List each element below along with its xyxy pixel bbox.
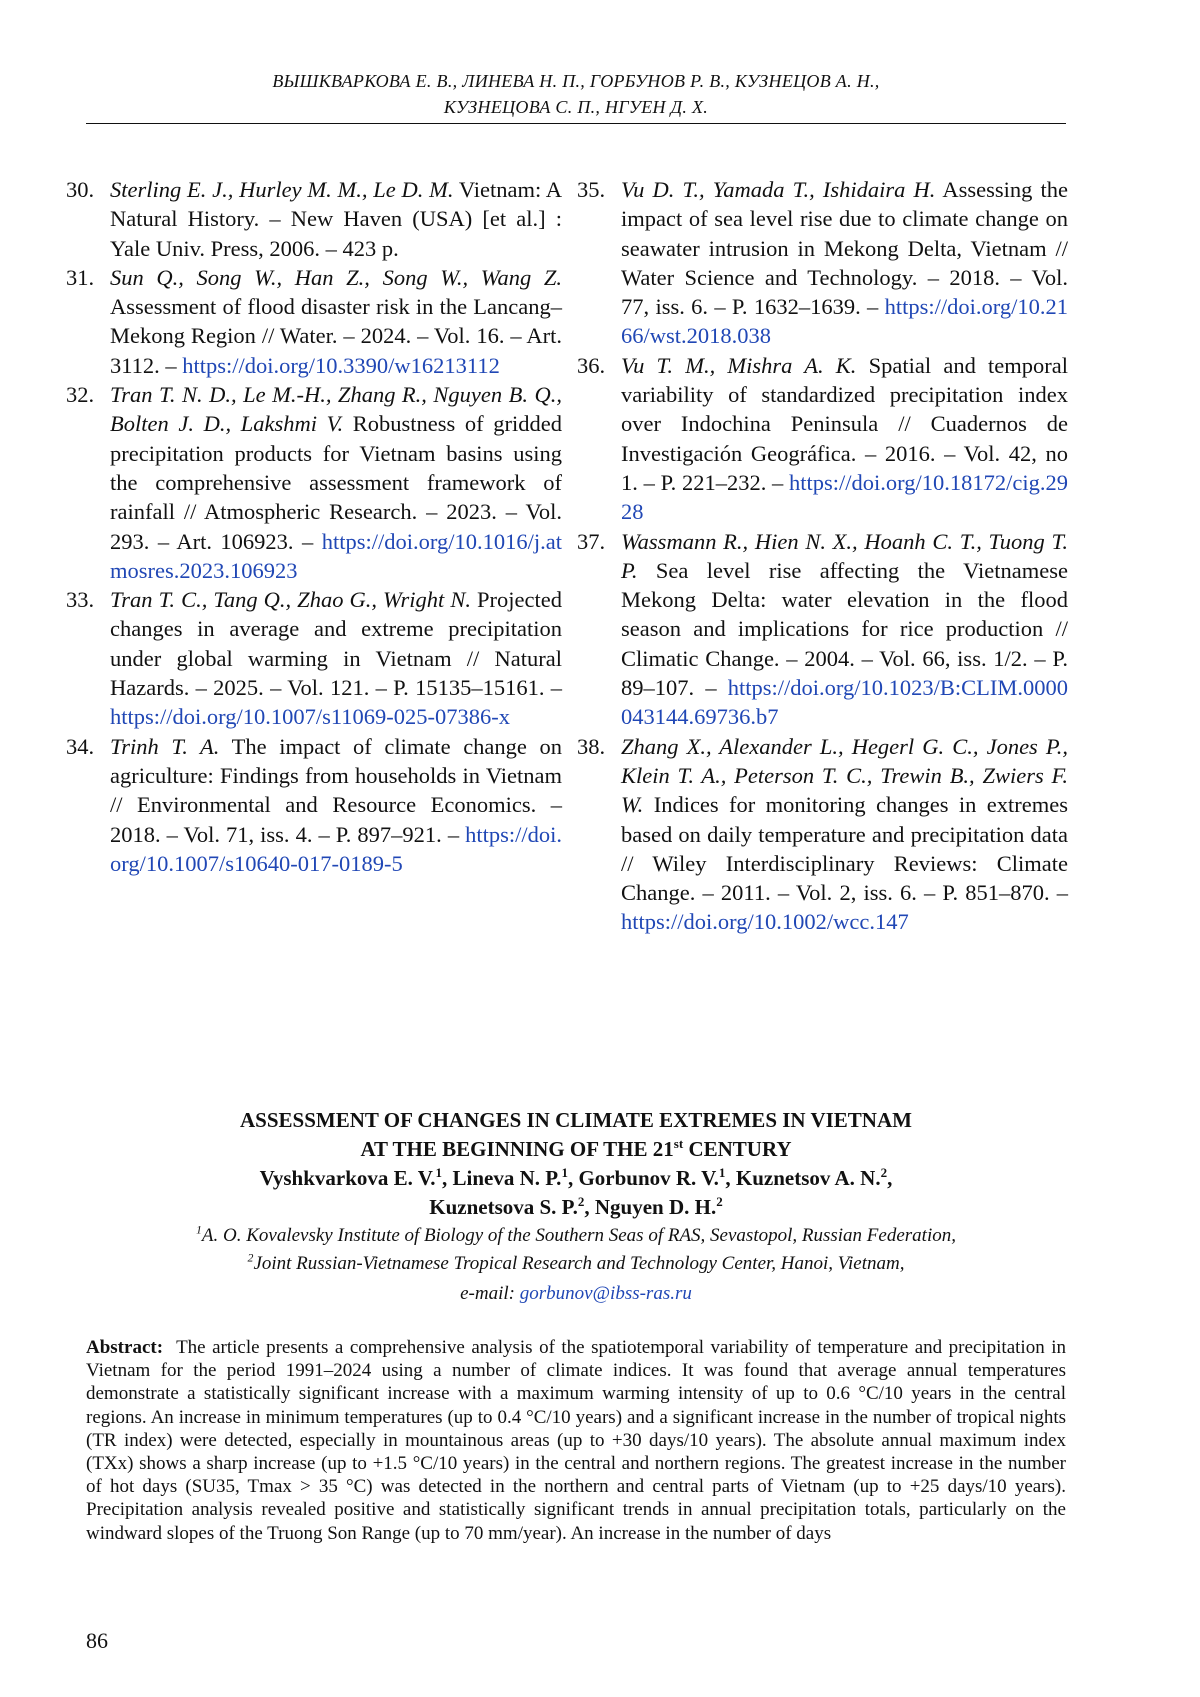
reference-number: 36. xyxy=(577,352,606,378)
author-affiliation-mark: 1 xyxy=(435,1165,443,1180)
author-name: Kuznetsova S. P. xyxy=(429,1195,578,1219)
reference-authors: Tran T. C., Tang Q., Zhao G., Wright N. xyxy=(110,587,471,613)
reference-item xyxy=(577,175,1068,351)
reference-authors: Trinh T. A. xyxy=(110,733,220,759)
reference-text: Spatial and temporal variability of standardized precipitation index over Indochina Peninsula // Cuadernos de Investigación Geográfica. – 2016. – Vol. 42, no 1. – P. 221–232. – xyxy=(621,352,1068,495)
header-divider xyxy=(86,123,1066,124)
reference-text: Sea level rise affecting the Vietnamese Mekong Delta: water elevation in the flood season and implications for rice production // Climatic Change. – 2004. – Vol. 66, iss. 1/2. – P. 89–107. – xyxy=(621,557,1068,701)
author-separator: , xyxy=(442,1166,453,1190)
reference-number: 33. xyxy=(66,587,95,613)
reference-item xyxy=(66,263,562,380)
reference-number: 37. xyxy=(577,528,606,554)
reference-item xyxy=(66,175,562,263)
reference-authors: Vu T. M., Mishra A. K. xyxy=(621,352,857,378)
article-title-line-2 xyxy=(86,1135,1066,1164)
affiliation-number: 1 xyxy=(196,1223,202,1237)
reference-item xyxy=(66,585,562,731)
author-affiliation-mark: 2 xyxy=(716,1194,723,1209)
affiliations xyxy=(86,1222,1066,1278)
reference-number: 32. xyxy=(66,382,95,408)
affiliation-line xyxy=(86,1250,1066,1278)
reference-doi-link[interactable]: https://doi.org/10.1016/j.atmosres.2023.106923 xyxy=(110,528,562,583)
email-link[interactable]: gorbunov@ibss-ras.ru xyxy=(519,1283,692,1304)
reference-doi-link[interactable]: https://doi.org/10.1007/s11069-025-07386-x xyxy=(110,704,511,730)
reference-number: 30. xyxy=(66,177,95,202)
reference-text: Projected changes in average and extreme precipitation under global warming in Vietnam // Natural Hazards. – 2025. – Vol. 121. – P. 15135–15161. – xyxy=(110,587,562,701)
reference-doi-link[interactable]: https://doi.org/10.1002/wcc.147 xyxy=(621,909,909,935)
affiliation-text: A. O. Kovalevsky Institute of Biology of the Southern Seas of RAS, Sevastopol, Russian Federation, xyxy=(201,1225,956,1246)
reference-authors: Zhang X., Alexander L., Hegerl G. C., Jones P., Klein T. A., Peterson T. C., Trewin B., Zwiers F. W. xyxy=(621,733,1068,818)
running-head-line-1: ВЫШКВАРКОВА Е. В., ЛИНЕВА Н. П., ГОРБУНОВ Р. В., КУЗНЕЦОВ А. Н., xyxy=(272,71,880,91)
author-separator: , xyxy=(725,1166,736,1190)
affiliation-number: 2 xyxy=(247,1251,254,1265)
reference-number: 38. xyxy=(577,733,606,759)
reference-item xyxy=(66,732,562,878)
reference-text: Indices for monitoring changes in extremes based on daily temperature and precipitation data // Wiley Interdisciplinary Reviews: Climate Change. – 2011. – Vol. 2, iss. 6. – P. 851–870. – xyxy=(621,792,1068,906)
reference-text: Robustness of gridded precipitation products for Vietnam basins using the comprehensive assessment framework of rainfall // Atmospheric Research. – 2023. – Vol. 293. – Art. 106923. – xyxy=(110,411,562,554)
author-affiliation-mark: 1 xyxy=(561,1165,568,1180)
author-separator: , xyxy=(567,1166,579,1190)
author-name: Nguyen D. H. xyxy=(594,1195,717,1219)
affiliation-line xyxy=(86,1222,1066,1250)
author-affiliation-mark: 2 xyxy=(577,1194,585,1209)
author-name: Gorbunov R. V. xyxy=(578,1166,719,1190)
abstract-text: The article presents a comprehensive analysis of the spatiotemporal variability of temperature and precipitation in Vietnam for the period 1991–2024 using a number of climate indices. It was found that average annual temperatures demonstrate a statistically significant increase with a maximum warming intensity of up to 0.6 °C/10 years in the central regions. An increase in minimum temperatures (up to 0.4 °C/10 years) and a significant increase in the number of tropical nights (TR index) were detected, especially in mountainous areas (up to +30 days/10 years). The absolute annual maximum index (TXx) shows a sharp increase (up to +1.5 °C/10 years) in the central and northern regions. The greatest increase in the number of hot days (SU35, Tmax > 35 °C) was detected in the northern and central parts of Vietnam (up to +25 days/10 years). Precipitation analysis revealed positive and statistically significant trends in annual precipitation totals, particularly on the windward slopes of the Truong Son Range (up to 70 mm/year). An increase in the number of days xyxy=(86,1337,1066,1544)
reference-doi-link[interactable]: https://doi.org/10.3390/w16213112 xyxy=(182,352,500,378)
author-affiliation-mark: 2 xyxy=(880,1165,888,1180)
author-name: Kuznetsov A. N. xyxy=(735,1166,881,1190)
reference-doi-link[interactable]: https://doi.org/10.1007/s10640-017-0189-5 xyxy=(110,821,562,876)
reference-doi-link[interactable]: https://doi.org/10.2166/wst.2018.038 xyxy=(621,294,1068,349)
author-affiliation-mark: 1 xyxy=(718,1165,726,1180)
abstract xyxy=(86,1336,1066,1545)
reference-item xyxy=(577,527,1068,732)
references-left-column xyxy=(66,175,562,878)
reference-item xyxy=(577,732,1068,937)
article-authors xyxy=(140,1164,1012,1222)
author-name: Vyshkvarkova E. V. xyxy=(259,1166,436,1190)
affiliation-text: Joint Russian-Vietnamese Tropical Research and Technology Center, Hanoi, Vietnam, xyxy=(253,1253,905,1274)
reference-text: The impact of climate change on agriculture: Findings from households in Vietnam // Environmental and Resource Economics. – 2018. – Vol. 71, iss. 4. – P. 897–921. – xyxy=(110,733,562,847)
abstract-label: Abstract: xyxy=(86,1337,164,1358)
reference-number: 31. xyxy=(66,264,95,290)
reference-authors: Sun Q., Song W., Han Z., Song W., Wang Z. xyxy=(110,264,562,290)
reference-authors: Sterling E. J., Hurley M. M., Le D. M. xyxy=(110,177,454,202)
email-label: e-mail: xyxy=(460,1283,520,1304)
author-separator: , xyxy=(887,1166,893,1190)
reference-authors: Vu D. T., Yamada T., Ishidaira H. xyxy=(621,177,936,202)
reference-doi-link[interactable]: https://doi.org/10.18172/cig.2928 xyxy=(621,469,1068,525)
page-number: 86 xyxy=(86,1628,108,1653)
title-line-2-end: CENTURY xyxy=(683,1137,792,1161)
reference-item xyxy=(577,351,1068,527)
reference-doi-link[interactable]: https://doi.org/10.1023/B:CLIM.0000043144.69736.b7 xyxy=(621,675,1068,730)
running-head xyxy=(86,68,1066,120)
reference-number: 34. xyxy=(66,733,95,759)
title-line-2-text: AT THE BEGINNING OF THE 21 xyxy=(360,1137,674,1161)
reference-authors: Wassmann R., Hien N. X., Hoanh C. T., Tuong T. P. xyxy=(621,528,1068,583)
reference-text: Assessing the impact of sea level rise due to climate change on seawater intrusion in Mekong Delta, Vietnam // Water Science and Technology. – 2018. – Vol. 77, iss. 6. – P. 1632–1639. – xyxy=(621,177,1068,320)
article-title-line-1: ASSESSMENT OF CHANGES IN CLIMATE EXTREMES IN VIETNAM xyxy=(240,1108,912,1132)
article-title xyxy=(86,1106,1066,1164)
author-separator: , xyxy=(584,1195,595,1219)
author-name: Lineva N. P. xyxy=(452,1166,562,1190)
reference-item xyxy=(66,380,562,585)
reference-text: Vietnam: A Natural History. – New Haven (USA) [et al.] : Yale Univ. Press, 2006. – 423 p. xyxy=(110,177,562,261)
reference-number: 35. xyxy=(577,177,606,202)
email-line xyxy=(86,1280,1066,1308)
title-superscript: st xyxy=(673,1136,684,1151)
reference-authors: Tran T. N. D., Le M.-H., Zhang R., Nguyen B. Q., Bolten J. D., Lakshmi V. xyxy=(110,382,562,437)
reference-text: Assessment of flood disaster risk in the Lancang–Mekong Region // Water. – 2024. – Vol. 16. – Art. 3112. – xyxy=(110,294,562,378)
running-head-line-2: КУЗНЕЦОВА С. П., НГУЕН Д. Х. xyxy=(443,97,709,117)
references-right-column xyxy=(577,175,1068,937)
